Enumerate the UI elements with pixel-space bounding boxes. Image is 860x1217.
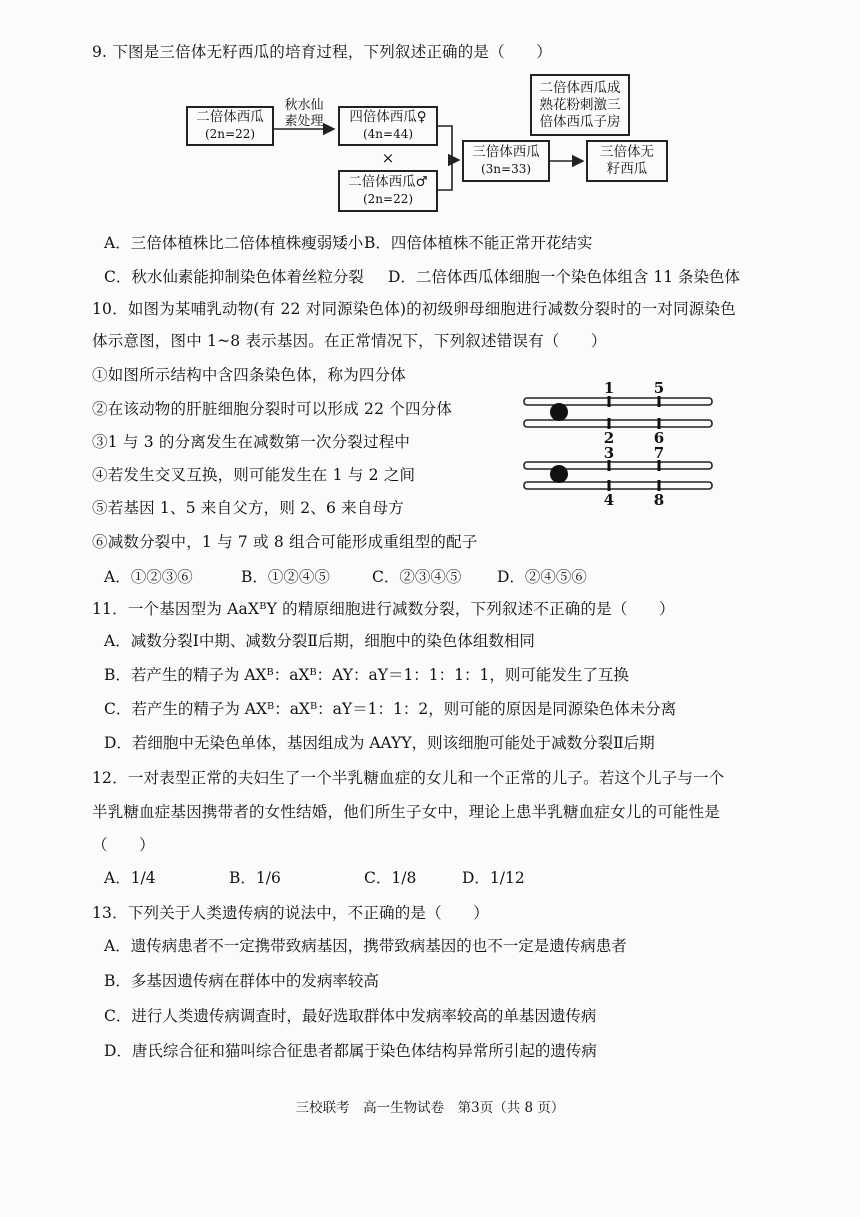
q10-item-4: ④若发生交叉互换，则可能发生在 1 与 2 之间	[92, 466, 416, 484]
q9-option-a: A．三倍体植株比二倍体植株瘦弱矮小	[104, 234, 364, 252]
q12-option-d: D．1/12	[462, 869, 525, 887]
q11-option-d: D．若细胞中无染色单体，基因组成为 AAYY，则该细胞可能处于减数分裂Ⅱ后期	[104, 734, 655, 752]
q11-stem: 11．一个基因型为 AaXᴮY 的精原细胞进行减数分裂，下列叙述不正确的是（ ）	[92, 600, 675, 618]
q11-option-c: C．若产生的精子为 AXᴮ：aXᴮ：aY＝1：1：2，则可能的原因是同源染色体未分离	[104, 700, 677, 718]
gene-label-6: 6	[653, 429, 665, 447]
q12-option-c: C．1/8	[364, 869, 417, 887]
pollen-box-line2: 熟花粉刺激三	[539, 96, 621, 113]
q10-item-5: ⑤若基因 1、5 来自父方，则 2、6 来自母方	[92, 499, 404, 517]
q10-option-c: C．②③④⑤	[372, 568, 462, 586]
q11-option-b: B．若产生的精子为 AXᴮ：aXᴮ：AY：aY＝1：1：1：1，则可能发生了互换	[104, 666, 629, 684]
triploid-box-line1: 三倍体西瓜	[472, 144, 540, 160]
q12-stem-line3: （ ）	[92, 836, 155, 854]
q10-item-1: ①如图所示结构中含四条染色体，称为四分体	[92, 366, 407, 384]
q13-option-d: D．唐氏综合征和猫叫综合征患者都属于染色体结构异常所引起的遗传病	[104, 1042, 597, 1060]
q13-option-b: B．多基因遗传病在群体中的发病率较高	[104, 972, 379, 990]
q9-option-c: C．秋水仙素能抑制染色体着丝粒分裂	[104, 268, 364, 286]
q10-item-6: ⑥减数分裂中，1 与 7 或 8 组合可能形成重组型的配子	[92, 533, 478, 551]
gene-label-1: 1	[603, 379, 615, 397]
gene-label-2: 2	[603, 429, 615, 447]
q12-stem-line1: 12．一对表型正常的夫妇生了一个半乳糖血症的女儿和一个正常的儿子。若这个儿子与一个	[92, 769, 725, 787]
gene-label-4: 4	[603, 491, 615, 509]
q10-item-3: ③1 与 3 的分离发生在减数第一次分裂过程中	[92, 433, 411, 451]
q12-option-b: B．1/6	[229, 869, 281, 887]
colchicine-label-line1: 秋水仙	[284, 98, 324, 113]
q9-option-b: B．四倍体植株不能正常开花结实	[364, 234, 593, 252]
q12-stem-line2: 半乳糖血症基因携带者的女性结婚，他们所生子女中，理论上患半乳糖血症女儿的可能性是	[92, 803, 721, 821]
gene-label-5: 5	[653, 379, 665, 397]
q10-option-a: A．①②③⑥	[104, 568, 193, 586]
tetraploid-box-line2: (4n=44)	[362, 127, 414, 141]
colchicine-label-line2: 素处理	[284, 114, 324, 129]
seedless-box-line2: 籽西瓜	[606, 161, 648, 177]
q10-stem-line2: 体示意图，图中 1~8 表示基因。在正常情况下，下列叙述错误有（ ）	[92, 332, 607, 350]
q10-item-2: ②在该动物的肝脏细胞分裂时可以形成 22 个四分体	[92, 400, 453, 418]
q10-stem-line1: 10．如图为某哺乳动物(有 22 对同源染色体)的初级卵母细胞进行减数分裂时的一对同源染色	[92, 300, 736, 318]
q9-option-d: D．二倍体西瓜体细胞一个染色体组含 11 条染色体	[388, 268, 741, 286]
gene-label-8: 8	[653, 491, 665, 509]
gene-label-3: 3	[603, 444, 615, 462]
pollen-box-line3: 倍体西瓜子房	[539, 113, 621, 130]
diploid-box-line2: (2n=22)	[204, 127, 256, 141]
seedless-box-line1: 三倍体无	[600, 144, 654, 160]
tetraploid-box-line1: 四倍体西瓜♀	[349, 109, 427, 125]
pollen-box-line1: 二倍体西瓜成	[539, 79, 621, 96]
q13-option-a: A．遗传病患者不一定携带致病基因，携带致病基因的也不一定是遗传病患者	[104, 937, 627, 955]
q10-option-b: B．①②④⑤	[241, 568, 330, 586]
q10-option-d: D．②④⑤⑥	[497, 568, 587, 586]
cross-symbol: ×	[381, 149, 395, 167]
q13-stem: 13．下列关于人类遗传病的说法中，不正确的是（ ）	[92, 904, 489, 922]
gene-label-7: 7	[653, 444, 665, 462]
diploid-male-box-line2: (2n=22)	[362, 192, 414, 206]
page-footer: 三校联考 高一生物试卷 第3页（共 8 页）	[295, 1100, 565, 1116]
diploid-male-box-line1: 二倍体西瓜♂	[348, 174, 428, 190]
diploid-box-line1: 二倍体西瓜	[196, 109, 264, 125]
q11-option-a: A．减数分裂Ⅰ中期、减数分裂Ⅱ后期，细胞中的染色体组数相同	[104, 632, 535, 650]
q13-option-c: C．进行人类遗传病调查时，最好选取群体中发病率较高的单基因遗传病	[104, 1007, 597, 1025]
q9-stem: 9. 下图是三倍体无籽西瓜的培育过程，下列叙述正确的是（ ）	[92, 43, 552, 61]
q12-option-a: A．1/4	[104, 869, 156, 887]
triploid-box-line2: (3n=33)	[480, 162, 532, 176]
